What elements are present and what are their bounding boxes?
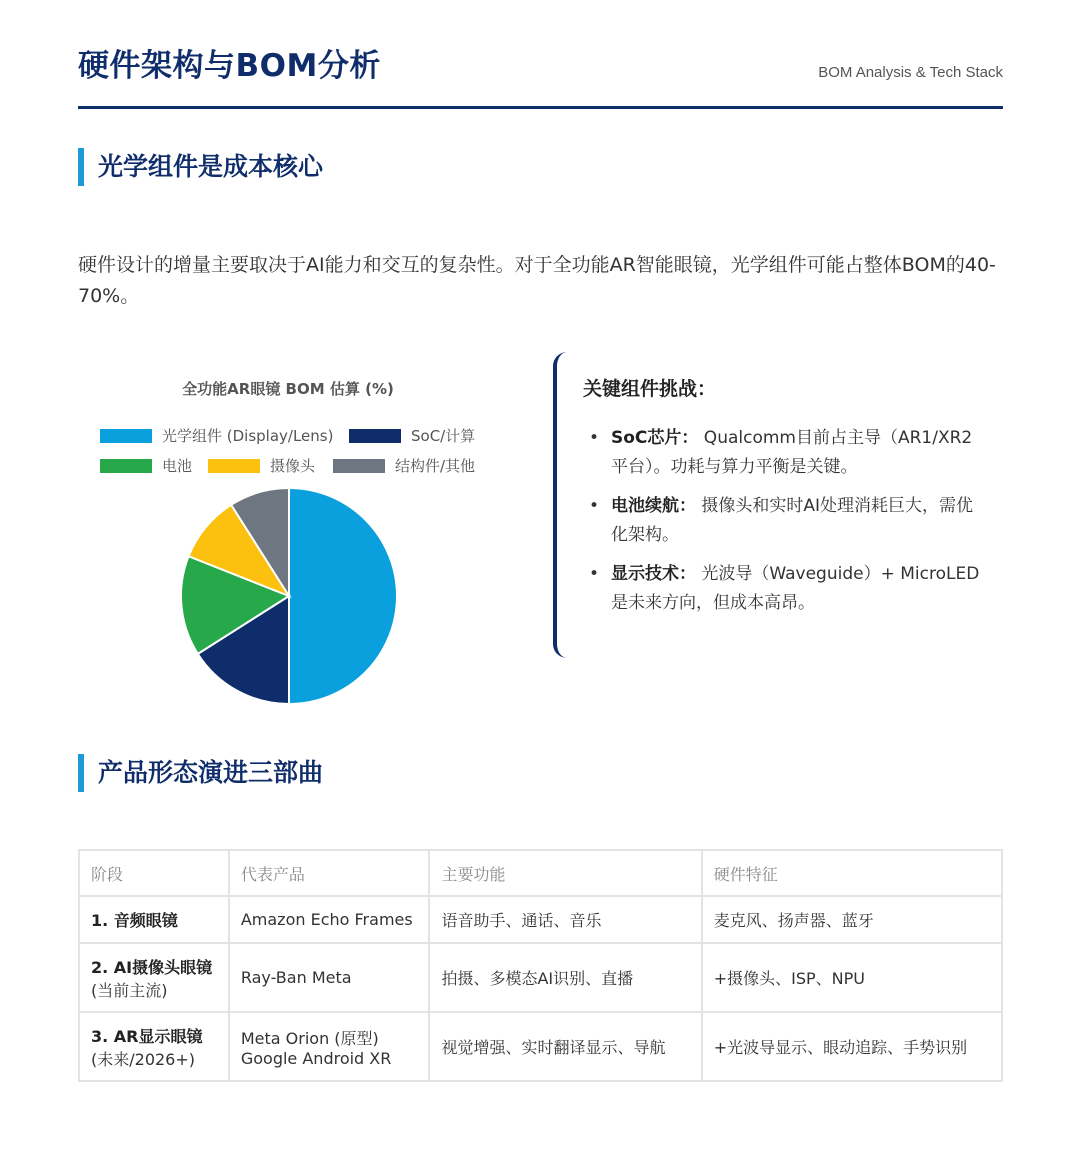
challenge-label: 电池续航： (611, 496, 696, 516)
stage-cell (79, 896, 229, 943)
table-header: 阶段 (79, 850, 229, 896)
hardware-cell: +光波导显示、眼动追踪、手势识别 (702, 1012, 1002, 1081)
functions-cell: 语音助手、通话、音乐 (429, 896, 701, 943)
product-name: Meta Orion (原型) (240, 1028, 379, 1048)
challenges-panel (553, 352, 1007, 658)
functions-cell: 视觉增强、实时翻译显示、导航 (429, 1012, 701, 1081)
challenges-list (587, 424, 987, 628)
stage-cell (79, 943, 229, 1012)
challenge-text: Qualcomm目前占主导（AR1/XR2平台）。功耗与算力平衡是关键。 (611, 428, 973, 477)
legend-label: 电池 (162, 457, 193, 475)
product-name: Google Android XR (240, 1048, 392, 1068)
stage-label: 3. AR显示眼镜 (91, 1026, 203, 1046)
challenge-display (587, 560, 987, 618)
table-row (79, 943, 1002, 1012)
table-header: 主要功能 (429, 850, 701, 896)
legend-label: 光学组件 (Display/Lens) (162, 427, 334, 445)
legend-label: 结构件/其他 (395, 457, 476, 475)
table-header: 代表产品 (229, 850, 430, 896)
table-row (79, 1012, 1002, 1081)
stage-note: (未来/2026+) (91, 1049, 196, 1069)
product-name: Ray-Ban Meta (240, 968, 352, 987)
section-heading-optics: 光学组件是成本核心 (78, 148, 323, 186)
pie-slice-0 (289, 488, 397, 704)
products-cell (229, 896, 430, 943)
products-cell (229, 1012, 430, 1081)
stage-label: 2. AI摄像头眼镜 (91, 957, 213, 977)
bom-chart (78, 370, 498, 715)
legend-label: 摄像头 (270, 457, 316, 475)
challenge-battery (587, 492, 987, 550)
bullet-icon: • (589, 496, 600, 516)
hardware-cell: 麦克风、扬声器、蓝牙 (702, 896, 1002, 943)
table-header: 硬件特征 (702, 850, 1002, 896)
product-name: Amazon Echo Frames (240, 910, 413, 929)
bullet-icon: • (589, 428, 600, 448)
challenge-text: 摄像头和实时AI处理消耗巨大，需优化架构。 (611, 496, 974, 545)
challenges-title: 关键组件挑战： (583, 378, 717, 400)
hardware-cell: +摄像头、ISP、NPU (702, 943, 1002, 1012)
section-heading-evolution: 产品形态演进三部曲 (78, 754, 323, 792)
challenge-text: 光波导（Waveguide）+ MicroLED 是未来方向，但成本高昂。 (611, 564, 980, 613)
functions-cell: 拍摄、多模态AI识别、直播 (429, 943, 701, 1012)
page-header (78, 38, 1003, 109)
stage-note: (当前主流) (91, 980, 168, 1000)
table-row (79, 896, 1002, 943)
stage-label: 1. 音频眼镜 (91, 911, 178, 930)
challenge-label: 显示技术： (611, 564, 696, 584)
chart-title: 全功能AR眼镜 BOM 估算 (%) (182, 380, 394, 398)
products-cell (229, 943, 430, 1012)
bullet-icon: • (589, 564, 600, 584)
stage-cell (79, 1012, 229, 1081)
pie-chart (78, 370, 498, 715)
page-subtitle: BOM Analysis & Tech Stack (818, 64, 1003, 81)
intro-paragraph: 硬件设计的增量主要取决于AI能力和交互的复杂性。对于全功能AR智能眼镜，光学组件可能占整体BOM的40-70%。 (78, 254, 996, 307)
evolution-table (78, 849, 1003, 1082)
challenge-soc (587, 424, 987, 482)
legend-label: SoC/计算 (411, 427, 476, 445)
page-title: 硬件架构与BOM分析 (78, 48, 381, 84)
table-header-row (79, 850, 1002, 896)
challenge-label: SoC芯片： (611, 428, 699, 448)
